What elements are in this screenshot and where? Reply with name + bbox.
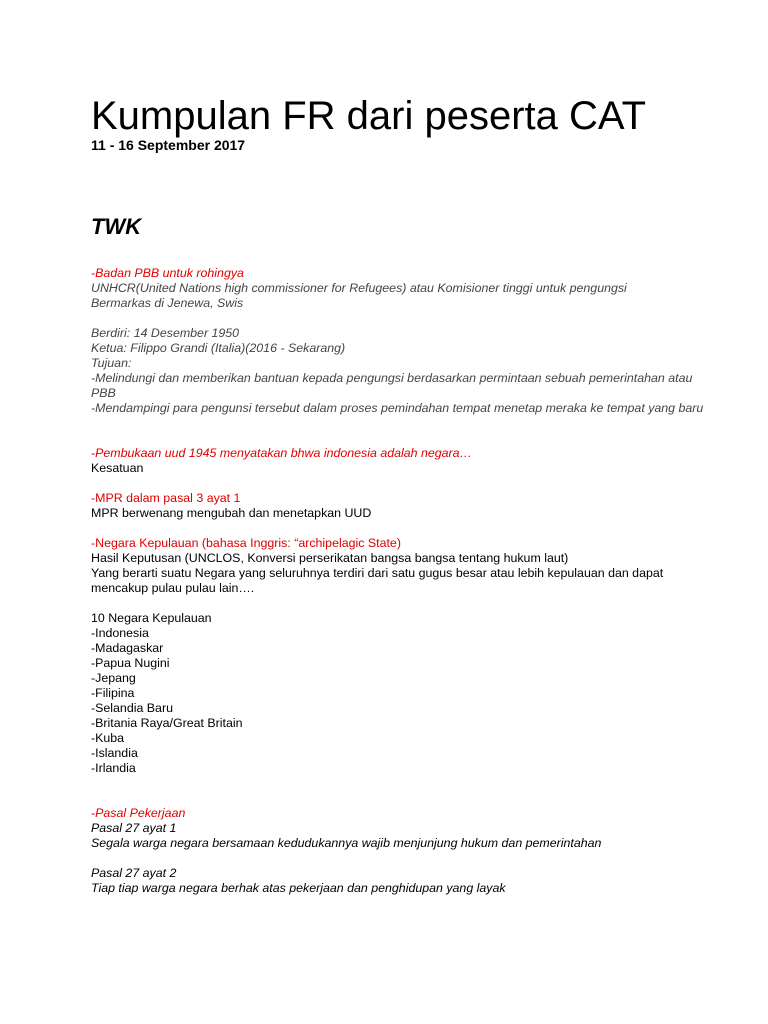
answer-line: Yang berarti suatu Negara yang seluruhnya terdiri dari satu gugus besar atau lebih kepulauan dan dapat mencakup pulau pulau lain…. <box>91 566 667 595</box>
list-item: -Filipina <box>91 686 135 700</box>
question-heading: -MPR dalam pasal 3 ayat 1 <box>91 491 241 505</box>
answer-line: Berdiri: 14 Desember 1950 <box>91 326 240 340</box>
document-content <box>91 266 711 896</box>
article-label: Pasal 27 ayat 1 <box>91 821 177 835</box>
list-item: -Papua Nugini <box>91 656 170 670</box>
article-label: Pasal 27 ayat 2 <box>91 866 177 880</box>
list-item: -Islandia <box>91 746 138 760</box>
question-heading: -Badan PBB untuk rohingya <box>91 266 244 280</box>
list-item: -Kuba <box>91 731 125 745</box>
answer-line: Hasil Keputusan (UNCLOS, Konversi perserikatan bangsa bangsa tentang hukum laut) <box>91 551 569 565</box>
answer-line: MPR berwenang mengubah dan menetapkan UUD <box>91 506 372 520</box>
list-item: -Jepang <box>91 671 136 685</box>
answer-line: Bermarkas di Jenewa, Swis <box>91 296 244 310</box>
list-item: -Madagaskar <box>91 641 164 655</box>
answer-line: UNHCR(United Nations high commissioner for Refugees) atau Komisioner tinggi untuk pengungsi <box>91 281 627 295</box>
list-item: -Indonesia <box>91 626 149 640</box>
question-heading: -Pembukaan uud 1945 menyatakan bhwa indonesia adalah negara… <box>91 446 472 460</box>
list-title: 10 Negara Kepulauan <box>91 611 212 625</box>
answer-line: -Melindungi dan memberikan bantuan kepada pengungsi berdasarkan permintaan sebuah pemerintahan atau PBB <box>91 371 696 400</box>
answer-line: -Mendampingi para pengunsi tersebut dalam proses pemindahan tempat menetap meraka ke tempat yang baru <box>91 401 704 415</box>
answer-line: Ketua: Filippo Grandi (Italia)(2016 - Sekarang) <box>91 341 346 355</box>
article-text: Segala warga negara bersamaan kedudukannya wajib menjunjung hukum dan pemerintahan <box>91 836 602 850</box>
answer-line: Kesatuan <box>91 461 144 475</box>
list-item: -Selandia Baru <box>91 701 173 715</box>
document-title: Kumpulan FR dari peserta CAT <box>91 94 647 138</box>
list-item: -Irlandia <box>91 761 136 775</box>
document-date: 11 - 16 September 2017 <box>91 137 246 153</box>
question-heading: -Pasal Pekerjaan <box>91 806 186 820</box>
article-text: Tiap tiap warga negara berhak atas pekerjaan dan penghidupan yang layak <box>91 881 506 895</box>
answer-line: Tujuan: <box>91 356 132 370</box>
list-item: -Britania Raya/Great Britain <box>91 716 243 730</box>
section-heading-twk: TWK <box>91 214 142 239</box>
question-heading: -Negara Kepulauan (bahasa Inggris: “archipelagic State) <box>91 536 401 550</box>
